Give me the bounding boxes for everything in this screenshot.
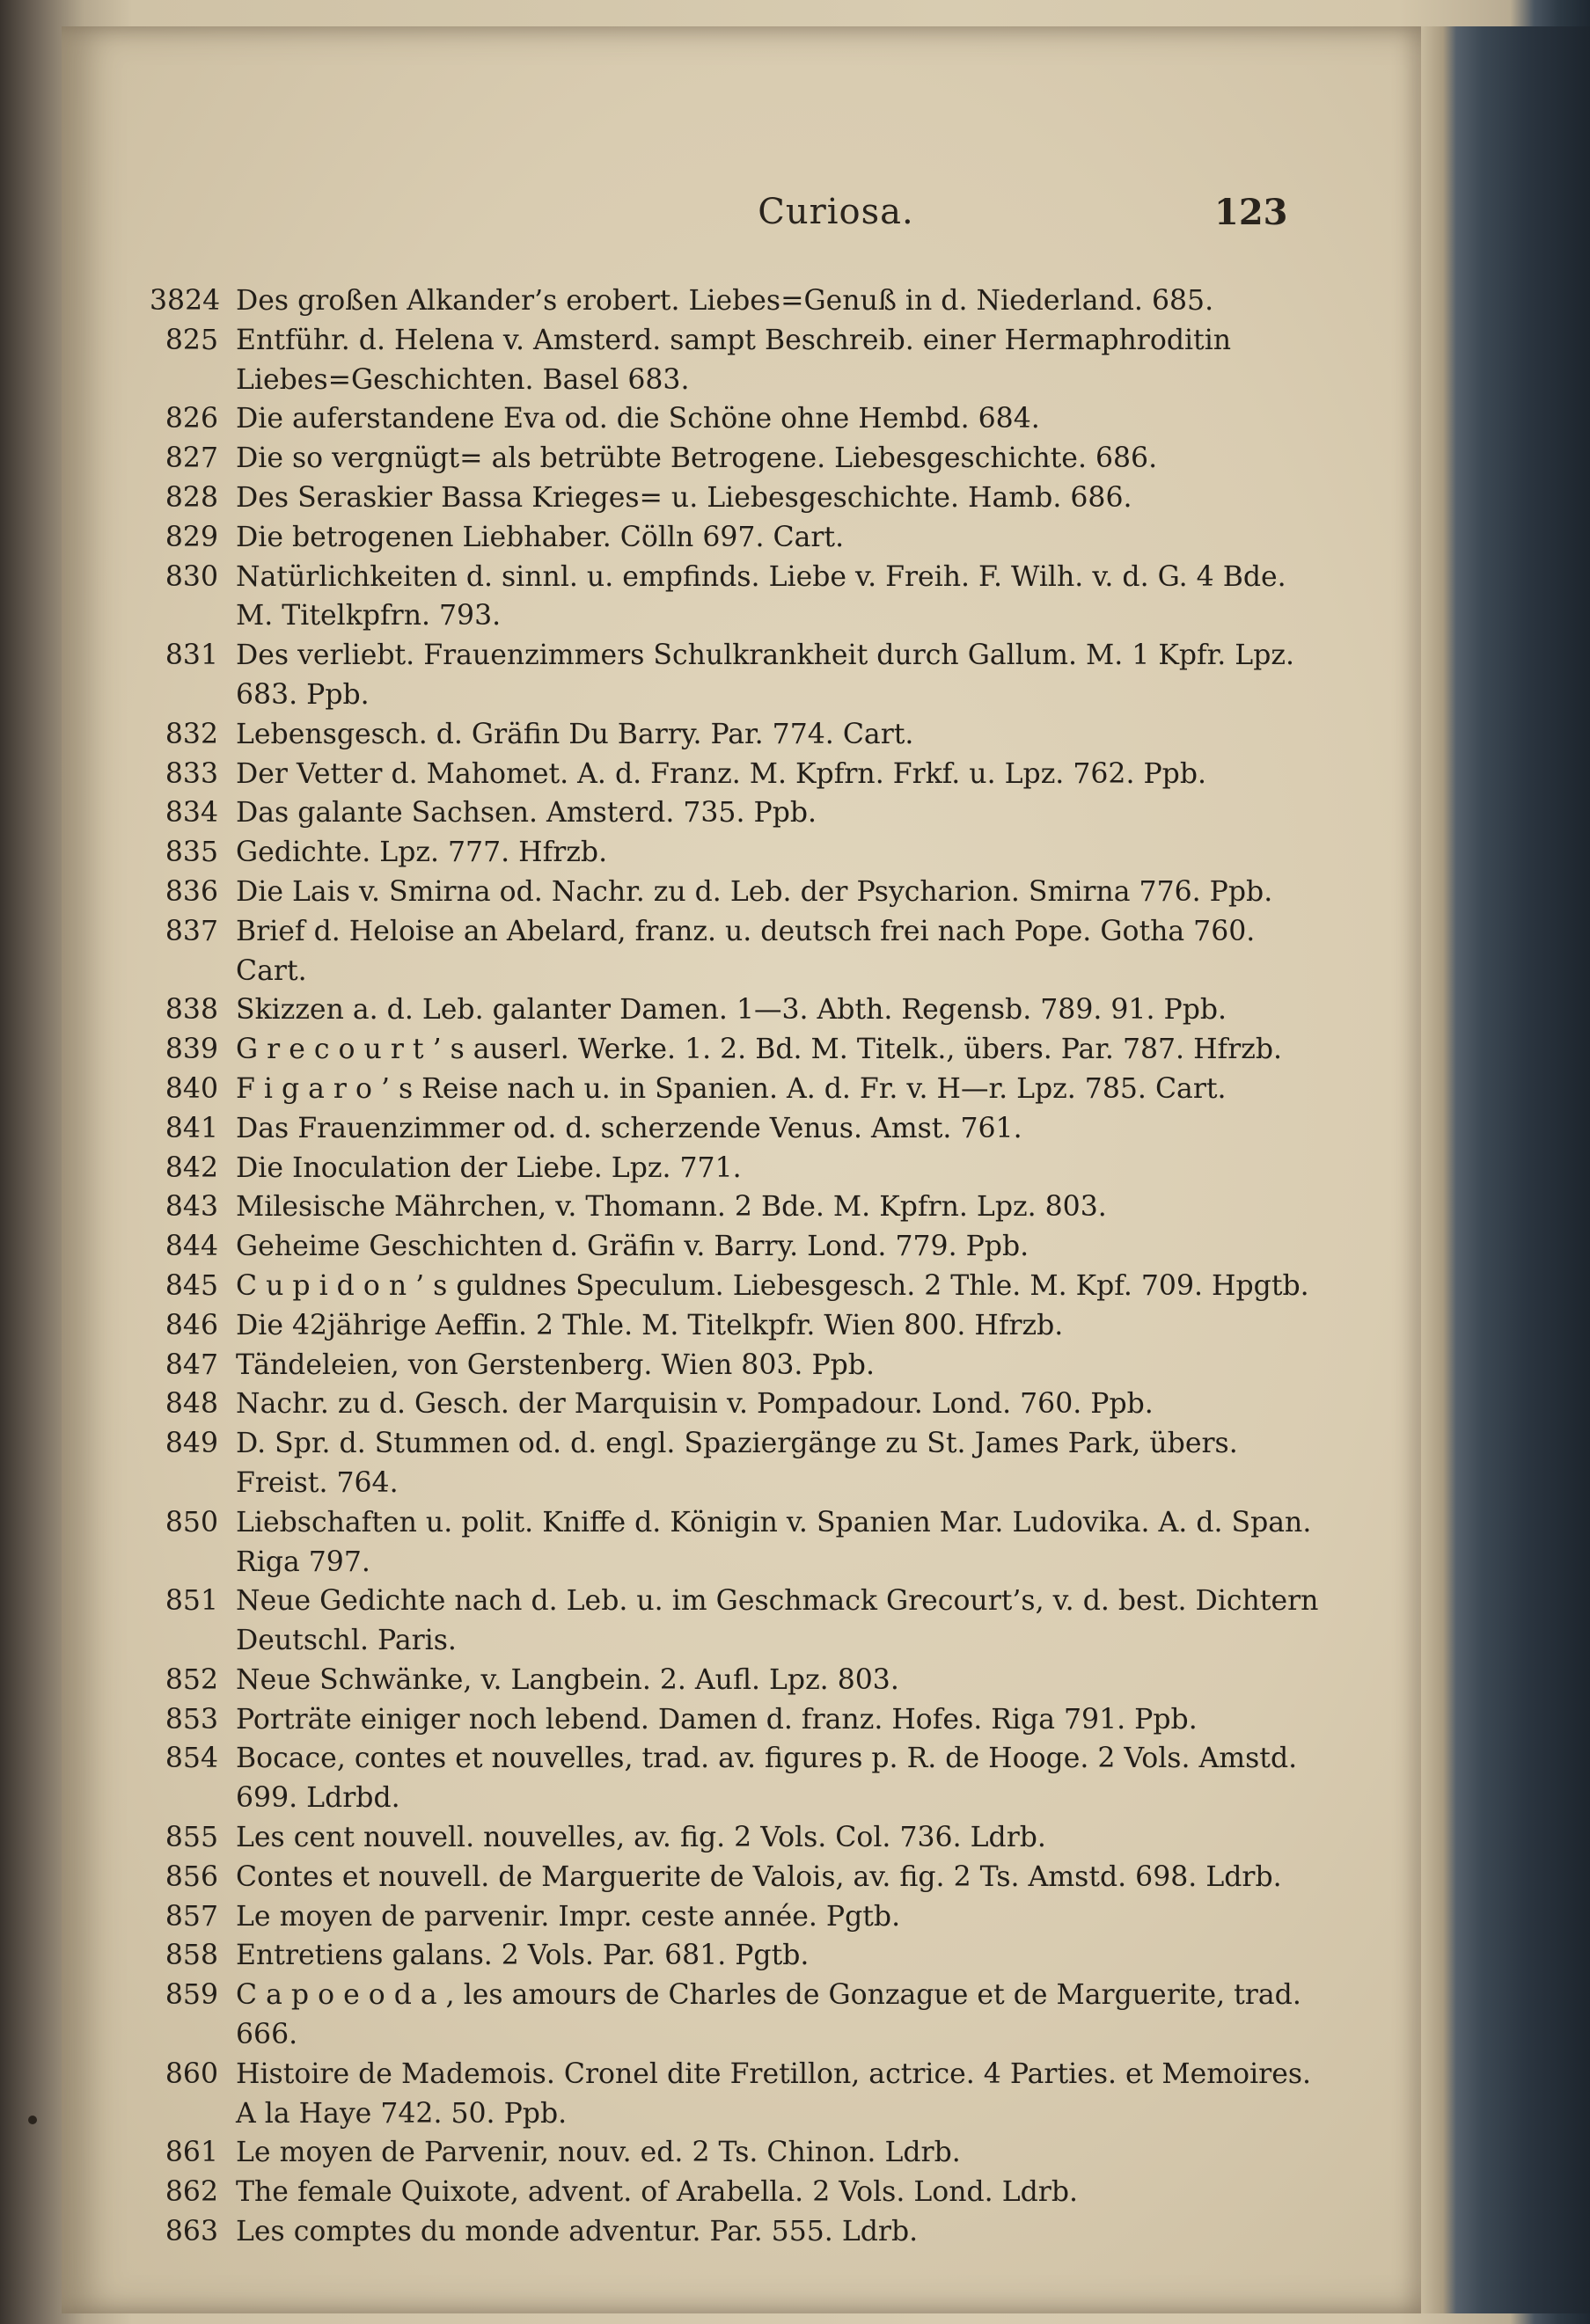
entry-number: 860 <box>165 2057 218 2090</box>
entry-number: 831 <box>165 639 218 672</box>
entry-text: Milesische Mährchen, v. Thomann. 2 Bde. M. Kpfrn. Lpz. 803. <box>236 1191 1107 1224</box>
catalogue-entry <box>150 281 1329 321</box>
catalogue-entry <box>150 755 1329 794</box>
entry-text: F i g a r o ’ s Reise nach u. in Spanien. A. d. Fr. v. H—r. Lpz. 785. Cart. <box>236 1072 1227 1105</box>
entry-text: Tändeleien, von Gerstenberg. Wien 803. Ppb. <box>236 1348 875 1381</box>
catalogue-entry <box>150 558 1329 637</box>
entry-number: 827 <box>165 442 218 475</box>
entry-text: Neue Gedichte nach d. Leb. u. im Geschmack Grecourt’s, v. d. best. Dichtern Deutschl. Paris. <box>236 1585 1319 1657</box>
entry-number: 845 <box>165 1269 218 1302</box>
entry-text: Les cent nouvell. nouvelles, av. fig. 2 Vols. Col. 736. Ldrb. <box>236 1822 1046 1854</box>
entry-text: Lebensgesch. d. Gräfin Du Barry. Par. 774. Cart. <box>236 718 914 750</box>
entry-number: 832 <box>165 718 218 750</box>
entry-text: Entretiens galans. 2 Vols. Par. 681. Pgtb. <box>236 1940 810 1972</box>
catalogue-entry <box>150 1188 1329 1227</box>
entry-text: Contes et nouvell. de Marguerite de Valois, av. fig. 2 Ts. Amstd. 698. Ldrb. <box>236 1860 1282 1893</box>
entry-text: Histoire de Mademois. Cronel dite Fretillon, actrice. 4 Parties. et Memoires. A la Haye 742. 50. Ppb. <box>236 2057 1312 2130</box>
entry-number: 862 <box>165 2176 218 2209</box>
catalogue-entry <box>150 1149 1329 1188</box>
entry-number: 859 <box>165 1979 218 2012</box>
catalogue-entry <box>150 1700 1329 1740</box>
catalogue-entry <box>150 1858 1329 1897</box>
entry-text: Die 42jährige Aeffin. 2 Thle. M. Titelkpfr. Wien 800. Hfrzb. <box>236 1309 1064 1341</box>
entry-number: 856 <box>165 1860 218 1893</box>
catalogue-entry <box>150 873 1329 912</box>
entry-text: Le moyen de parvenir. Impr. ceste année. Pgtb. <box>236 1900 901 1933</box>
entry-number: 3824 <box>150 285 221 317</box>
catalogue-entry <box>150 793 1329 833</box>
catalogue-entry <box>150 399 1329 439</box>
catalogue-entry <box>150 1109 1329 1149</box>
entry-number: 837 <box>165 915 218 947</box>
entry-text: Die so vergnügt= als betrübte Betrogene. Liebesgeschichte. 686. <box>236 442 1158 475</box>
catalogue-entry <box>150 1267 1329 1306</box>
book-spine <box>1421 26 1590 2313</box>
entry-text: Die betrogenen Liebhaber. Cölln 697. Cart. <box>236 521 845 553</box>
entry-number: 848 <box>165 1388 218 1421</box>
catalogue-entry <box>150 833 1329 873</box>
entry-number: 829 <box>165 521 218 553</box>
catalogue-entry <box>150 1503 1329 1582</box>
catalogue-entry <box>150 1739 1329 1818</box>
entry-text: Natürlichkeiten d. sinnl. u. empfinds. Liebe v. Freih. F. Wilh. v. d. G. 4 Bde. M. Titelkpfrn. 793. <box>236 560 1286 632</box>
entry-text: G r e c o u r t ’ s auserl. Werke. 1. 2. Bd. M. Titelk., übers. Par. 787. Hfrzb. <box>236 1034 1283 1066</box>
entry-number: 826 <box>165 403 218 435</box>
catalogue-entry <box>150 912 1329 991</box>
entry-number: 858 <box>165 1940 218 1972</box>
entry-number: 839 <box>165 1034 218 1066</box>
entry-number: 838 <box>165 994 218 1027</box>
ink-mark <box>28 2116 37 2124</box>
book-page <box>62 26 1421 2313</box>
entry-text: Das galante Sachsen. Amsterd. 735. Ppb. <box>236 797 817 829</box>
entry-number: 857 <box>165 1900 218 1933</box>
page-header <box>62 192 1421 245</box>
entry-text: Des verliebt. Frauenzimmers Schulkrankheit durch Gallum. M. 1 Kpfr. Lpz. 683. Ppb. <box>236 639 1294 711</box>
entry-number: 851 <box>165 1585 218 1618</box>
entry-text: Brief d. Heloise an Abelard, franz. u. deutsch frei nach Pope. Gotha 760. Cart. <box>236 915 1256 987</box>
entry-text: Die Lais v. Smirna od. Nachr. zu d. Leb. der Psycharion. Smirna 776. Ppb. <box>236 875 1273 908</box>
entry-number: 836 <box>165 875 218 908</box>
entry-text: The female Quixote, advent. of Arabella. 2 Vols. Lond. Ldrb. <box>236 2176 1079 2209</box>
catalogue-entry <box>150 479 1329 518</box>
running-title: Curiosa. <box>758 192 914 232</box>
entry-text: Die Inoculation der Liebe. Lpz. 771. <box>236 1151 742 1184</box>
catalogue-entry <box>150 1306 1329 1346</box>
page-number: 123 <box>1214 192 1288 233</box>
entry-number: 852 <box>165 1663 218 1696</box>
catalogue-entry <box>150 1976 1329 2055</box>
catalogue-entry <box>150 321 1329 400</box>
catalogue-entry <box>150 1661 1329 1700</box>
entry-text: Porträte einiger noch lebend. Damen d. franz. Hofes. Riga 791. Ppb. <box>236 1703 1198 1736</box>
entry-number: 863 <box>165 2216 218 2248</box>
entry-text: D. Spr. d. Stummen od. d. engl. Spaziergänge zu St. James Park, übers. Freist. 764. <box>236 1428 1238 1499</box>
entry-text: Des Seraskier Bassa Krieges= u. Liebesgeschichte. Hamb. 686. <box>236 481 1132 514</box>
catalogue-entry <box>150 2173 1329 2212</box>
entry-text: Skizzen a. d. Leb. galanter Damen. 1—3. Abth. Regensb. 789. 91. Ppb. <box>236 994 1227 1027</box>
catalogue-entry <box>150 1936 1329 1976</box>
entry-number: 861 <box>165 2137 218 2169</box>
entry-number: 833 <box>165 757 218 790</box>
entry-number: 828 <box>165 481 218 514</box>
entry-number: 834 <box>165 797 218 829</box>
entry-text: Geheime Geschichten d. Gräfin v. Barry. Lond. 779. Ppb. <box>236 1231 1029 1263</box>
entry-text: Nachr. zu d. Gesch. der Marquisin v. Pompadour. Lond. 760. Ppb. <box>236 1388 1154 1421</box>
catalogue-entries <box>150 281 1329 2252</box>
entry-text: Das Frauenzimmer od. d. scherzende Venus. Amst. 761. <box>236 1112 1022 1144</box>
catalogue-entry <box>150 1070 1329 1109</box>
entry-text: Des großen Alkander’s erobert. Liebes=Genuß in d. Niederland. 685. <box>236 285 1214 317</box>
entry-number: 842 <box>165 1151 218 1184</box>
entry-number: 850 <box>165 1506 218 1538</box>
catalogue-entry <box>150 1582 1329 1661</box>
catalogue-entry <box>150 1385 1329 1424</box>
catalogue-entry <box>150 2133 1329 2173</box>
entry-text: Bocace, contes et nouvelles, trad. av. figures p. R. de Hooge. 2 Vols. Amstd. 699. Ldrbd. <box>236 1743 1298 1815</box>
catalogue-entry <box>150 1818 1329 1858</box>
catalogue-entry <box>150 518 1329 558</box>
entry-number: 844 <box>165 1231 218 1263</box>
entry-text: Le moyen de Parvenir, nouv. ed. 2 Ts. Chinon. Ldrb. <box>236 2137 961 2169</box>
entry-number: 853 <box>165 1703 218 1736</box>
catalogue-entry <box>150 2055 1329 2134</box>
catalogue-entry <box>150 2212 1329 2252</box>
entry-text: Die auferstandene Eva od. die Schöne ohne Hembd. 684. <box>236 403 1040 435</box>
entry-number: 846 <box>165 1309 218 1341</box>
entry-number: 825 <box>165 324 218 356</box>
entry-number: 847 <box>165 1348 218 1381</box>
entry-text: Liebschaften u. polit. Kniffe d. Königin v. Spanien Mar. Ludovika. A. d. Span. Riga 797. <box>236 1506 1312 1578</box>
catalogue-entry <box>150 1346 1329 1385</box>
entry-number: 855 <box>165 1822 218 1854</box>
entry-number: 854 <box>165 1743 218 1775</box>
entry-number: 843 <box>165 1191 218 1224</box>
entry-text: Der Vetter d. Mahomet. A. d. Franz. M. Kpfrn. Frkf. u. Lpz. 762. Ppb. <box>236 757 1207 790</box>
catalogue-entry <box>150 990 1329 1030</box>
catalogue-entry <box>150 636 1329 715</box>
entry-number: 840 <box>165 1072 218 1105</box>
catalogue-entry <box>150 1030 1329 1070</box>
entry-text: C a p o e o d a , les amours de Charles de Gonzague et de Marguerite, trad. 666. <box>236 1979 1301 2051</box>
catalogue-entry <box>150 1424 1329 1503</box>
catalogue-entry <box>150 1227 1329 1267</box>
entry-text: Entführ. d. Helena v. Amsterd. sampt Beschreib. einer Hermaphroditin Liebes=Geschichten. Basel 683. <box>236 324 1232 396</box>
entry-text: C u p i d o n ’ s guldnes Speculum. Liebesgesch. 2 Thle. M. Kpf. 709. Hpgtb. <box>236 1269 1309 1302</box>
catalogue-entry <box>150 715 1329 755</box>
catalogue-entry <box>150 1897 1329 1937</box>
catalogue-entry <box>150 439 1329 479</box>
entry-number: 849 <box>165 1428 218 1460</box>
entry-number: 830 <box>165 560 218 593</box>
entry-text: Les comptes du monde adventur. Par. 555. Ldrb. <box>236 2216 919 2248</box>
entry-number: 835 <box>165 837 218 869</box>
entry-text: Neue Schwänke, v. Langbein. 2. Aufl. Lpz. 803. <box>236 1663 899 1696</box>
entry-text: Gedichte. Lpz. 777. Hfrzb. <box>236 837 608 869</box>
entry-number: 841 <box>165 1112 218 1144</box>
